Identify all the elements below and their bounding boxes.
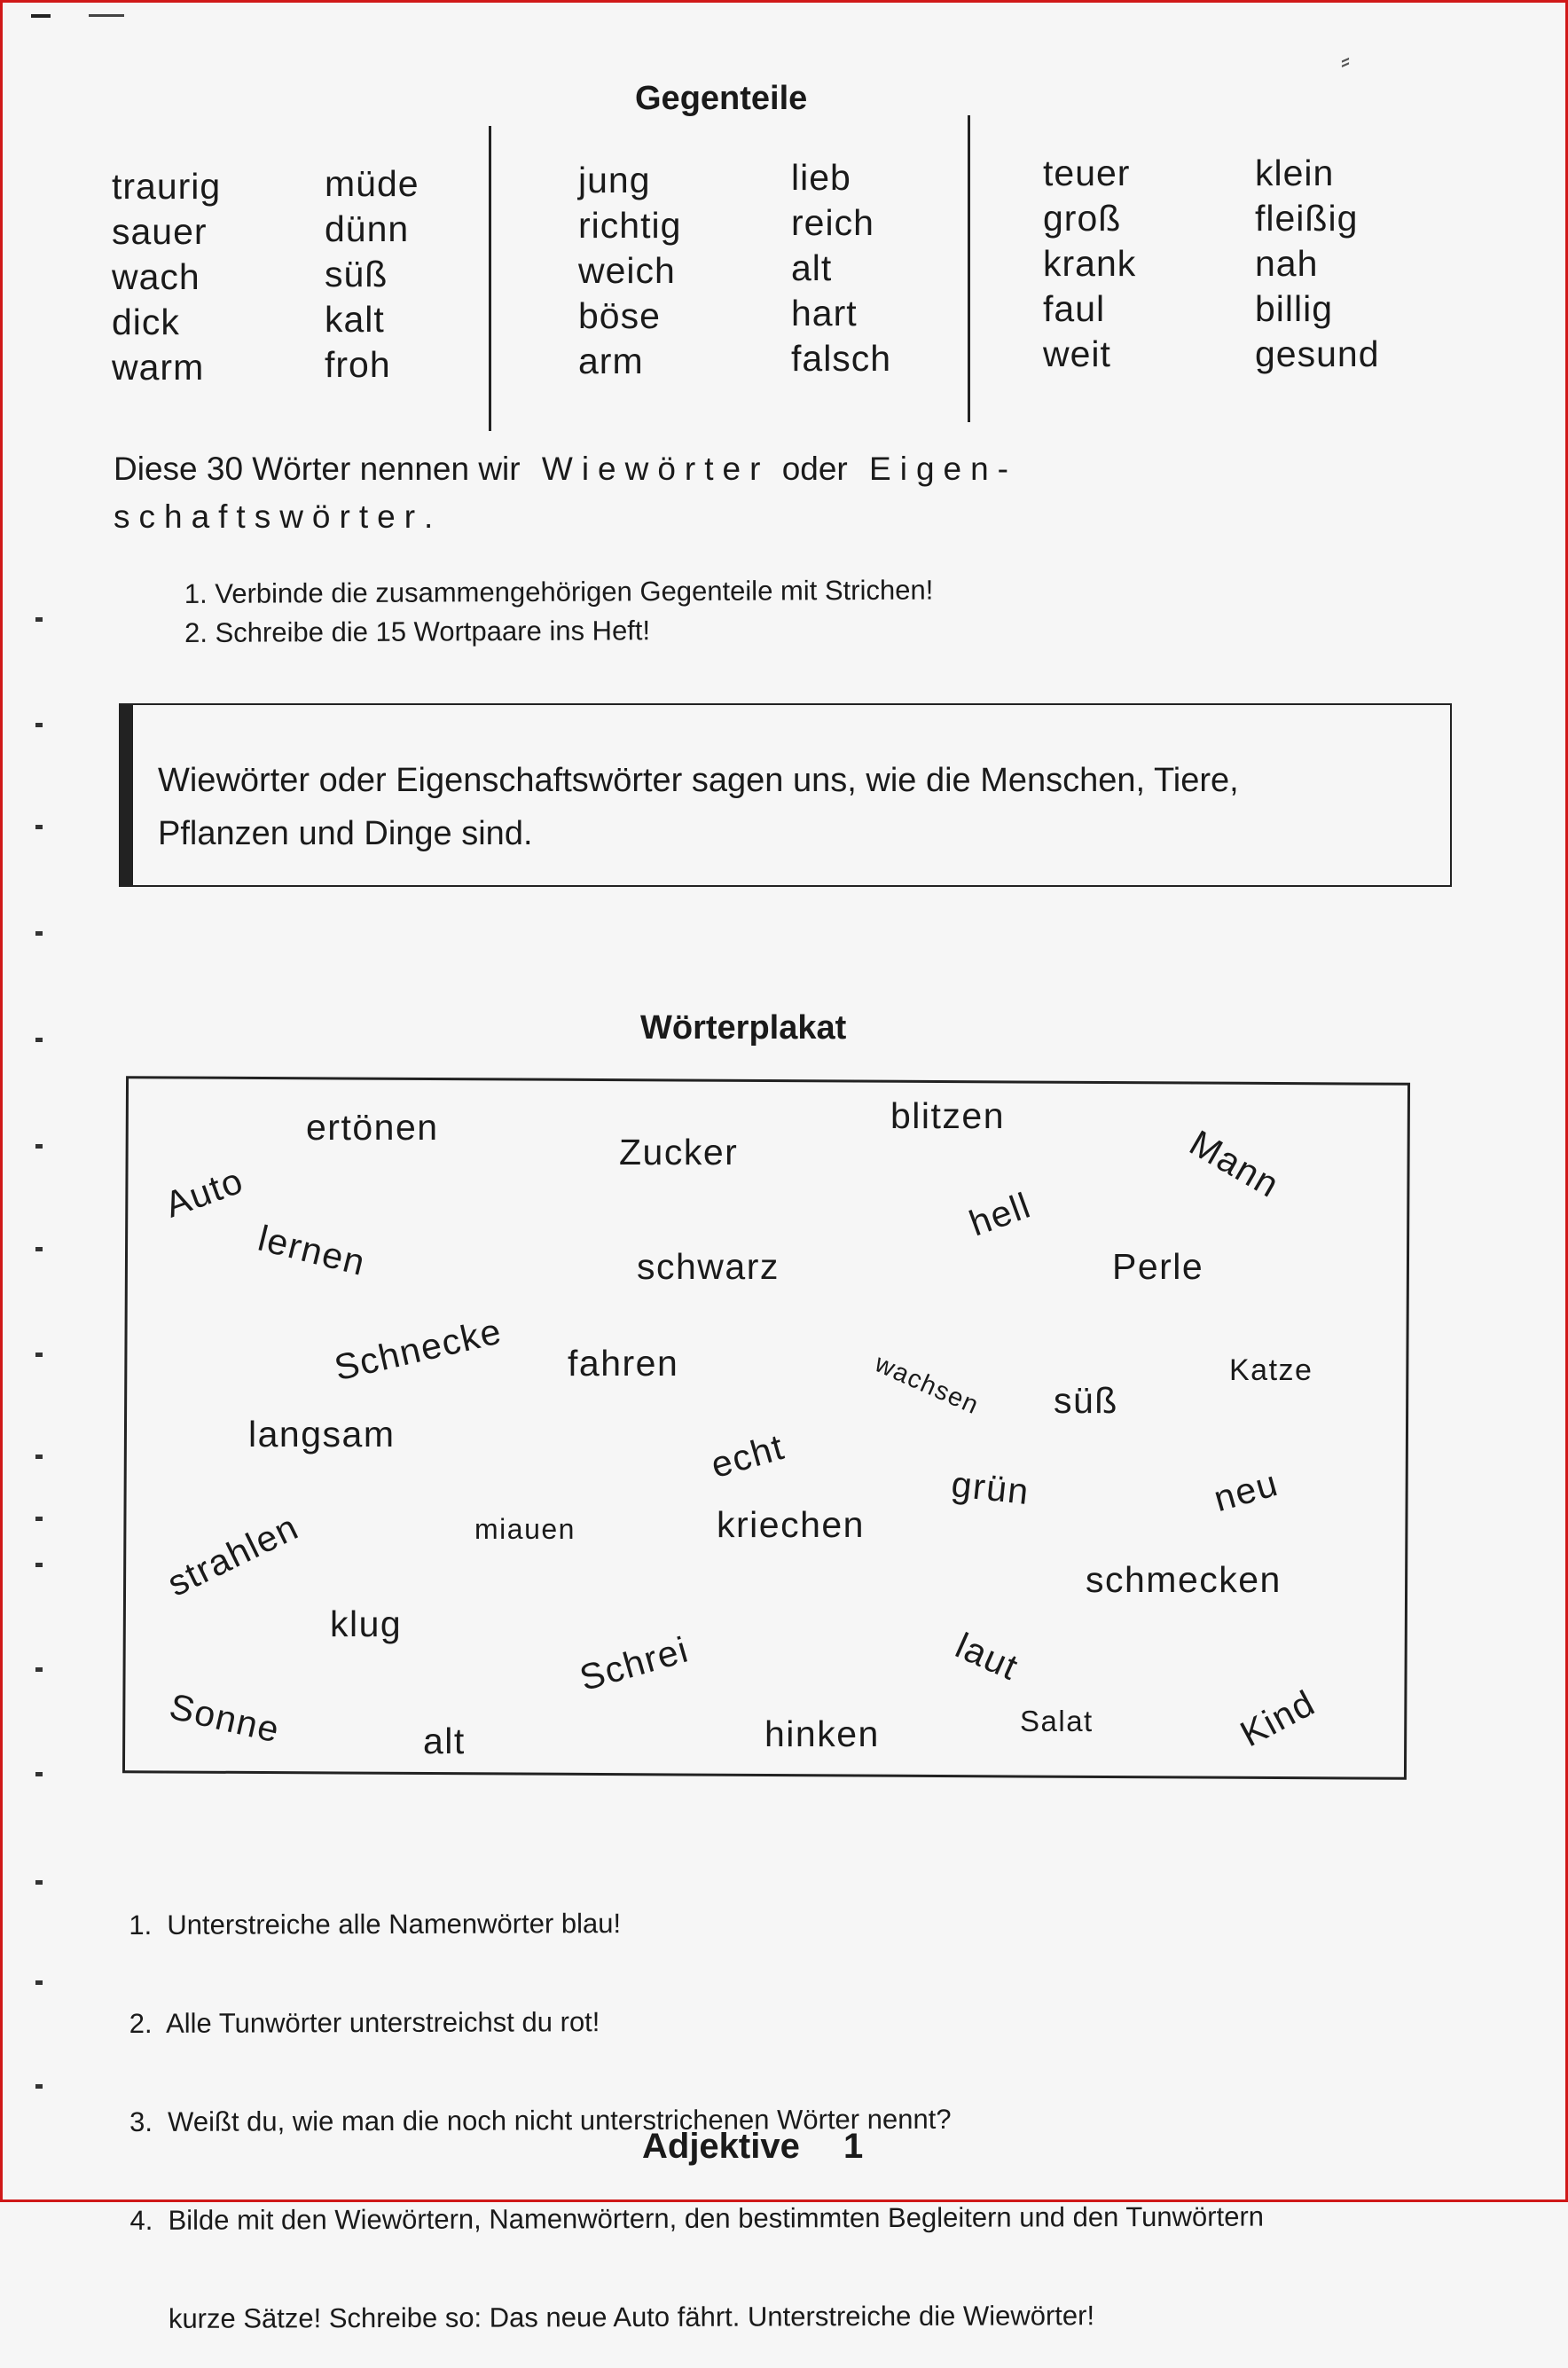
poster-word: Mann [1182, 1122, 1287, 1206]
poster-word: laut [949, 1625, 1025, 1689]
poster-word: langsam [248, 1414, 396, 1455]
poster-word: alt [423, 1721, 466, 1761]
top-dash-2 [89, 14, 124, 17]
word: müde [325, 163, 419, 204]
poster-word: miauen [474, 1513, 576, 1545]
word-column-6 [1255, 151, 1380, 377]
word: dick [112, 302, 180, 342]
word: richtig [578, 205, 682, 246]
task-item: 3. Weißt du, wie man die noch nicht unterstrichenen Wörter nennt? [129, 2103, 952, 2137]
task-list-1 [184, 571, 934, 653]
word: wach [112, 256, 200, 297]
poster-word: Sonne [165, 1685, 285, 1751]
intro-line-2 [114, 498, 433, 536]
poster-word: blitzen [890, 1095, 1006, 1136]
poster-word: Salat [1020, 1705, 1094, 1737]
word: billig [1255, 288, 1334, 329]
word: falsch [791, 338, 892, 379]
column-divider-1 [489, 126, 491, 431]
word: hart [791, 293, 858, 333]
word: reich [791, 202, 874, 243]
word: kalt [325, 299, 385, 340]
poster-word: fahren [568, 1343, 679, 1384]
poster-word: kriechen [717, 1504, 865, 1545]
poster-word: Katze [1229, 1353, 1313, 1387]
word: fleißig [1255, 198, 1359, 239]
poster-word: grün [949, 1463, 1032, 1513]
poster-word: neu [1209, 1462, 1283, 1520]
footer [642, 2127, 863, 2167]
poster-word: Perle [1112, 1246, 1204, 1287]
word: teuer [1043, 153, 1131, 193]
poster-word: klug [330, 1603, 403, 1644]
poster-word: Kind [1233, 1682, 1322, 1755]
word: klein [1255, 153, 1335, 193]
word: dünn [325, 208, 410, 249]
intro-text: Diese 30 Wörter nennen wir [114, 451, 521, 487]
task-item: 4. Bilde mit den Wiewörtern, Namenwörtern, den bestimmten Begleitern und den Tunwörtern [129, 2200, 1265, 2236]
poster-word: Schnecke [330, 1310, 506, 1389]
intro-period: . [424, 498, 434, 535]
word: sauer [112, 211, 208, 252]
word: böse [578, 295, 661, 336]
poster-word: schmecken [1086, 1559, 1282, 1600]
task-item: 2. Schreibe die 15 Wortpaare ins Heft! [184, 615, 651, 648]
poster-word: ertönen [306, 1107, 439, 1148]
word: faul [1043, 288, 1106, 329]
word: weich [578, 250, 676, 291]
poster-word: echt [706, 1425, 789, 1486]
word: arm [578, 341, 644, 381]
word-column-4 [791, 155, 891, 381]
word: groß [1043, 198, 1122, 239]
poster-word: strahlen [161, 1506, 305, 1604]
poster-word: Schrei [575, 1628, 694, 1699]
word: krank [1043, 243, 1137, 284]
task-item: 2. Alle Tunwörter unterstreichst du rot! [129, 2006, 600, 2040]
word: traurig [112, 166, 222, 207]
term-schaftswoerter: schaftswörter [114, 498, 425, 535]
corner-scribble: ⸗ [1341, 46, 1350, 75]
word-column-3 [578, 158, 681, 384]
word: froh [325, 344, 391, 385]
intro-line-1 [114, 451, 1017, 488]
word: nah [1255, 243, 1319, 284]
word: süß [325, 254, 388, 294]
task-item: kurze Sätze! Schreibe so: Das neue Auto fährt. Unterstreiche die Wiewörter! [129, 2300, 1095, 2334]
task-item: 1. Verbinde die zusammengehörigen Gegenteile mit Strichen! [184, 574, 934, 610]
page-number: 1 [843, 2127, 864, 2166]
word: weit [1043, 333, 1111, 374]
definition-line-1: Wiewörter oder Eigenschaftswörter sagen uns, wie die Menschen, Tiere, [158, 762, 1239, 799]
word: jung [578, 160, 651, 200]
word-column-2 [325, 161, 419, 388]
column-divider-2 [968, 115, 970, 422]
definition-line-2: Pflanzen und Dinge sind. [158, 815, 533, 852]
poster-word: Auto [159, 1159, 249, 1226]
poster-word: wachsen [870, 1349, 984, 1421]
word: alt [791, 247, 833, 288]
word: warm [112, 347, 205, 388]
term-wiewoerter: Wiewörter [541, 451, 770, 487]
term-eigen: Eigen- [869, 451, 1017, 487]
footer-title: Adjektive [642, 2127, 800, 2166]
definition-text [158, 754, 1239, 860]
task-item: 1. Unterstreiche alle Namenwörter blau! [129, 1908, 622, 1941]
poster-word: Zucker [619, 1132, 739, 1172]
intro-connector: oder [781, 451, 848, 487]
task-list-2 [129, 1839, 1265, 2368]
opposites-title: Gegenteile [635, 80, 808, 117]
poster-title: Wörterplakat [640, 1009, 847, 1047]
poster-word: hinken [764, 1713, 880, 1754]
poster-word: lernen [254, 1217, 371, 1284]
top-dash-1 [31, 14, 51, 18]
word: lieb [791, 157, 851, 198]
poster-word: schwarz [637, 1246, 780, 1287]
poster-word: süß [1054, 1380, 1118, 1421]
poster-word: hell [963, 1184, 1037, 1244]
word: gesund [1255, 333, 1380, 374]
word-column-1 [112, 164, 221, 390]
word-column-5 [1043, 151, 1136, 377]
